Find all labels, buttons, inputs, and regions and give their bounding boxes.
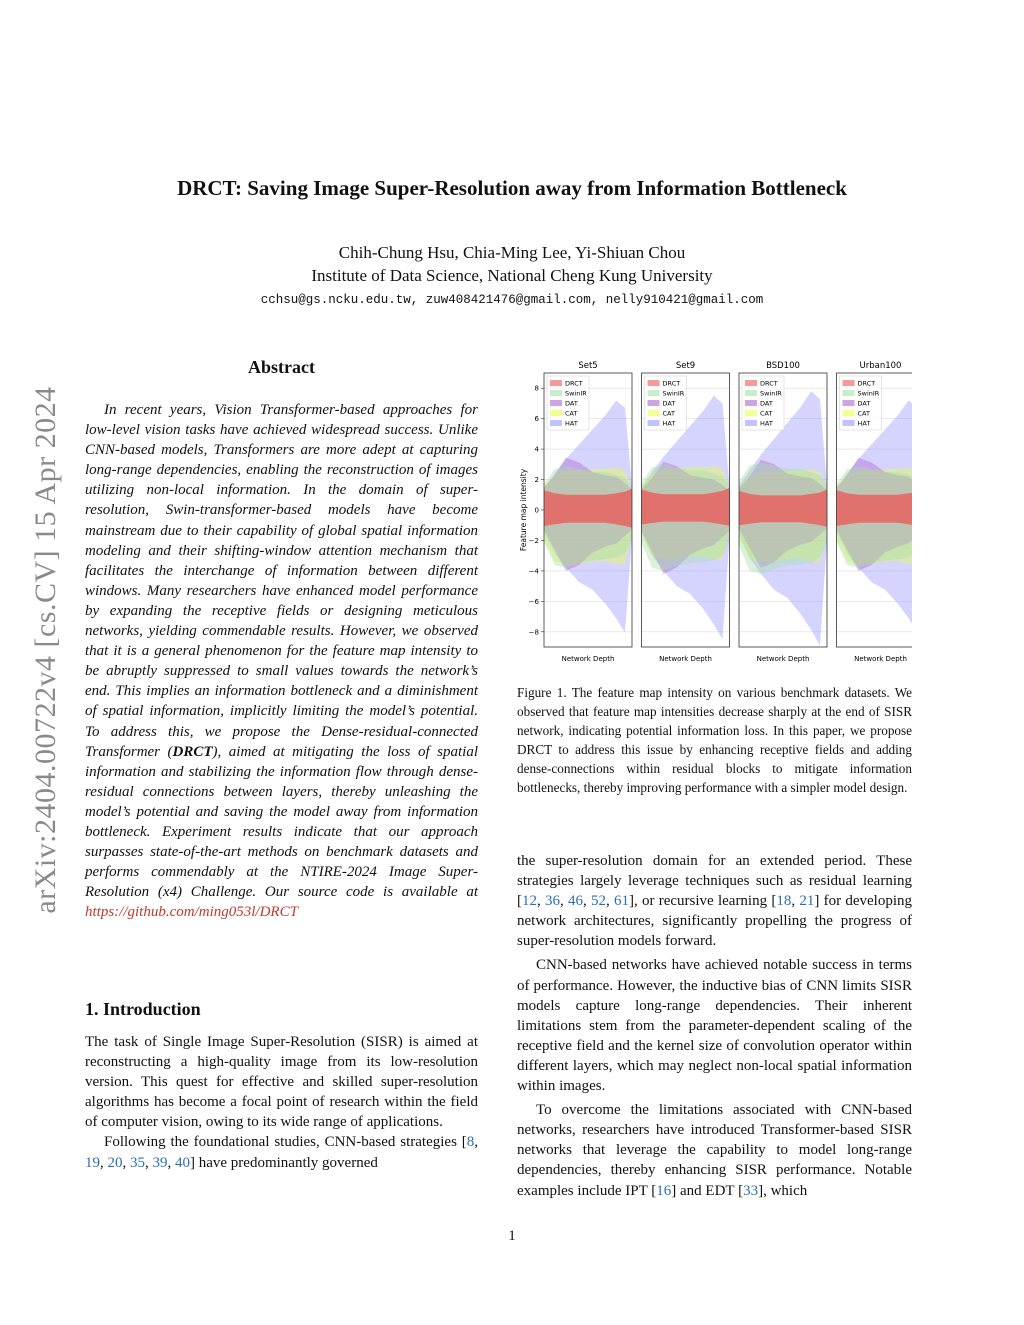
y-tick-label: −8 (528, 628, 539, 637)
x-axis-label: Network Depth (854, 655, 907, 663)
legend-label-drct: DRCT (662, 379, 681, 388)
y-tick-label: 8 (534, 384, 539, 393)
legend-swatch-drct (843, 380, 855, 386)
legend-swatch-swinir (843, 390, 855, 396)
x-axis-label: Network Depth (561, 655, 615, 663)
legend-swatch-dat (745, 400, 757, 406)
abstract-text-part-1: In recent years, Vision Transformer-based approaches for low-level vision tasks have achieved widespread success. Unlike CNN-based models, Transformers are more adept at capturing long-range dependencies, enabling the reconstruction of images utilizing non-local information. In the domain of super-resolution, Swin-transformer-based models have become mainstream due to their capability of global spatial information modeling and their shifting-window attention mechanism that facilitates the interchange of information between different windows. Many researchers have enhanced model performance by expanding the receptive fields or designing meticulous networks, yielding commendable results. However, we observed that it is a general phenomenon for the feature map intensity to be abruptly suppressed to small values towards the network’s end. This implies an information bottleneck and a diminishment of spatial information, implicitly limiting the model’s potential. To address this, we propose the Dense-residual-connected Transformer ( (85, 402, 478, 760)
legend-label-hat: HAT (760, 419, 773, 428)
arxiv-stamp: arXiv:2404.00722v4 [cs.CV] 15 Apr 2024 (29, 386, 62, 914)
citation[interactable]: 35 (130, 1154, 145, 1171)
legend (645, 376, 687, 430)
legend-label-swinir: SwinIR (565, 389, 587, 398)
y-tick-label: −6 (528, 597, 539, 606)
legend-swatch-cat (550, 410, 562, 416)
intro-column-left (85, 1032, 478, 1173)
legend-label-drct: DRCT (760, 379, 778, 388)
legend-swatch-cat (745, 410, 757, 416)
citation[interactable]: 8 (466, 1134, 475, 1151)
legend-label-drct: DRCT (565, 379, 583, 388)
y-tick-label: −4 (528, 567, 539, 576)
legend-swatch-swinir (745, 390, 757, 396)
citation[interactable]: 20 (107, 1154, 123, 1171)
affiliation: Institute of Data Science, National Cheng Kung University (311, 266, 713, 285)
legend-swatch-swinir (648, 390, 660, 396)
citation[interactable]: 18 (776, 893, 792, 910)
intro-paragraph-4: CNN-based networks have achieved notable success in terms of performance. However, the inductive bias of CNN limits SISR models capture long-range dependencies. Their inherent limitations stem from the parameter-dependent scaling of the receptive field and the kernel size of convolution operator within different layers, which may neglect non-local spatial information within images. (517, 957, 912, 1095)
citation[interactable]: 33 (743, 1182, 759, 1199)
figure-caption: Figure 1. The feature map intensity on various benchmark datasets. We observed that feature map intensities decrease sharply at the end of SISR network, indicating potential information loss. In this paper, we propose DRCT to address this issue by enhancing receptive fields and adding dense-connections within residual blocks to mitigate information bottlenecks, thereby improving performance with a simpler model design. (517, 685, 912, 795)
citation[interactable]: 52 (591, 893, 606, 910)
abstract-body (85, 400, 478, 922)
abstract-heading: Abstract (248, 357, 315, 377)
x-axis-label: Network Depth (659, 655, 712, 663)
panel-title: Set5 (578, 361, 598, 371)
legend-label-dat: DAT (565, 399, 578, 408)
legend-label-hat: HAT (565, 419, 578, 428)
citation-list: 12, 36, 46, 52, 61 (522, 893, 629, 910)
legend-label-cat: CAT (662, 409, 675, 418)
legend-swatch-cat (843, 410, 855, 416)
legend-swatch-hat (843, 420, 855, 426)
chart-panel-set9 (642, 361, 730, 663)
legend (840, 376, 882, 430)
y-tick-label: 6 (534, 415, 539, 424)
legend-label-hat: HAT (857, 419, 871, 428)
citation[interactable]: 40 (175, 1154, 190, 1171)
citation[interactable]: 46 (568, 893, 583, 910)
legend-swatch-hat (550, 420, 562, 426)
citation-list: 18, 21 (776, 893, 815, 910)
citation[interactable]: 16 (656, 1182, 672, 1199)
intro-column-right (517, 851, 912, 1205)
paper-title: DRCT: Saving Image Super-Resolution away from Information Bottleneck (177, 176, 847, 200)
legend-label-drct: DRCT (857, 379, 876, 388)
page-number: 1 (508, 1228, 516, 1244)
panel-title: BSD100 (766, 361, 800, 371)
legend-label-dat: DAT (857, 399, 871, 408)
legend-swatch-hat (648, 420, 660, 426)
chart-panel-urban100 (837, 361, 913, 663)
chart-panel-bsd100 (739, 361, 827, 663)
y-axis-label: Feature map intensity (519, 468, 528, 552)
figure-1 (517, 355, 912, 665)
citation-list: 8, 19, 20, 35, 39, 40 (85, 1134, 478, 1171)
chart-panel-set5 (529, 361, 632, 663)
x-axis-label: Network Depth (756, 655, 810, 663)
legend-swatch-cat (648, 410, 660, 416)
legend-swatch-hat (745, 420, 757, 426)
panel-title: Urban100 (859, 361, 902, 371)
legend-swatch-dat (648, 400, 660, 406)
y-tick-label: 2 (534, 476, 539, 485)
authors: Chih-Chung Hsu, Chia-Ming Lee, Yi-Shiuan Chou (338, 243, 686, 262)
panel-title: Set9 (675, 361, 696, 371)
legend-swatch-dat (550, 400, 562, 406)
y-tick-label: −2 (528, 536, 539, 545)
legend-label-dat: DAT (760, 399, 773, 408)
legend-swatch-dat (843, 400, 855, 406)
y-tick-label: 4 (534, 445, 539, 454)
citation[interactable]: 12 (522, 893, 537, 910)
citation[interactable]: 21 (799, 893, 815, 910)
source-code-link[interactable]: https://github.com/ming053l/DRCT (85, 904, 298, 921)
intro-paragraph-3: the super-resolution domain for an extended period. These strategies largely leverage techniques such as residual learning [12, 36, 46, 52, 61], or recursive learning [18, 21] for developing network architectures, significantly propelling the progress of super-resolution models forward. (517, 853, 912, 950)
legend-label-cat: CAT (857, 409, 870, 418)
intro-paragraph-1: The task of Single Image Super-Resolution (SISR) is aimed at reconstructing a high-quality image from its low-resolution version. This quest for effective and skilled super-resolution algorithms has become a focal point of research within the field of computer vision, owing to its wide range of applications. (85, 1034, 478, 1131)
abstract-text-part-2: ), aimed at mitigating the loss of spatial information and stabilizing the information flow through dense-residual connections between layers, thereby unleashing the model’s potential and saving the model away from information bottleneck. Experiment results indicate that our approach surpasses state-of-the-art methods on benchmark datasets and performs commendably at the NTIRE-2024 Image Super-Resolution (x4) Challenge. Our source code is available at (85, 743, 478, 901)
abstract-drct-bold: DRCT (172, 743, 213, 760)
citation[interactable]: 61 (614, 893, 629, 910)
legend-label-swinir: SwinIR (760, 389, 782, 398)
legend-label-hat: HAT (662, 419, 676, 428)
legend-swatch-drct (550, 380, 562, 386)
citation[interactable]: 39 (152, 1154, 168, 1171)
legend-label-dat: DAT (662, 399, 676, 408)
legend (742, 376, 784, 430)
author-emails: cchsu@gs.ncku.edu.tw, zuw408421476@gmail.com, nelly910421@gmail.com (260, 293, 764, 307)
legend-label-cat: CAT (565, 409, 578, 418)
intro-heading: 1. Introduction (85, 999, 201, 1019)
feature-intensity-chart (517, 355, 912, 665)
legend-label-swinir: SwinIR (857, 389, 880, 398)
citation[interactable]: 36 (545, 893, 560, 910)
intro-paragraph-2: Following the foundational studies, CNN-based strategies [8, 19, 20, 35, 39, 40] have predominantly governed (85, 1134, 478, 1171)
legend-swatch-swinir (550, 390, 562, 396)
intro-paragraph-5: To overcome the limitations associated with CNN-based networks, researchers have introduced Transformer-based SISR networks that leverage the capability to model long-range dependencies, thereby enhancing SISR performance. Notable examples include IPT [16] and EDT [33], which (517, 1102, 912, 1199)
legend (547, 376, 589, 430)
legend-swatch-drct (745, 380, 757, 386)
legend-label-cat: CAT (760, 409, 773, 418)
legend-label-swinir: SwinIR (662, 389, 685, 398)
y-tick-label: 0 (534, 506, 539, 515)
citation[interactable]: 19 (85, 1154, 100, 1171)
legend-swatch-drct (648, 380, 660, 386)
